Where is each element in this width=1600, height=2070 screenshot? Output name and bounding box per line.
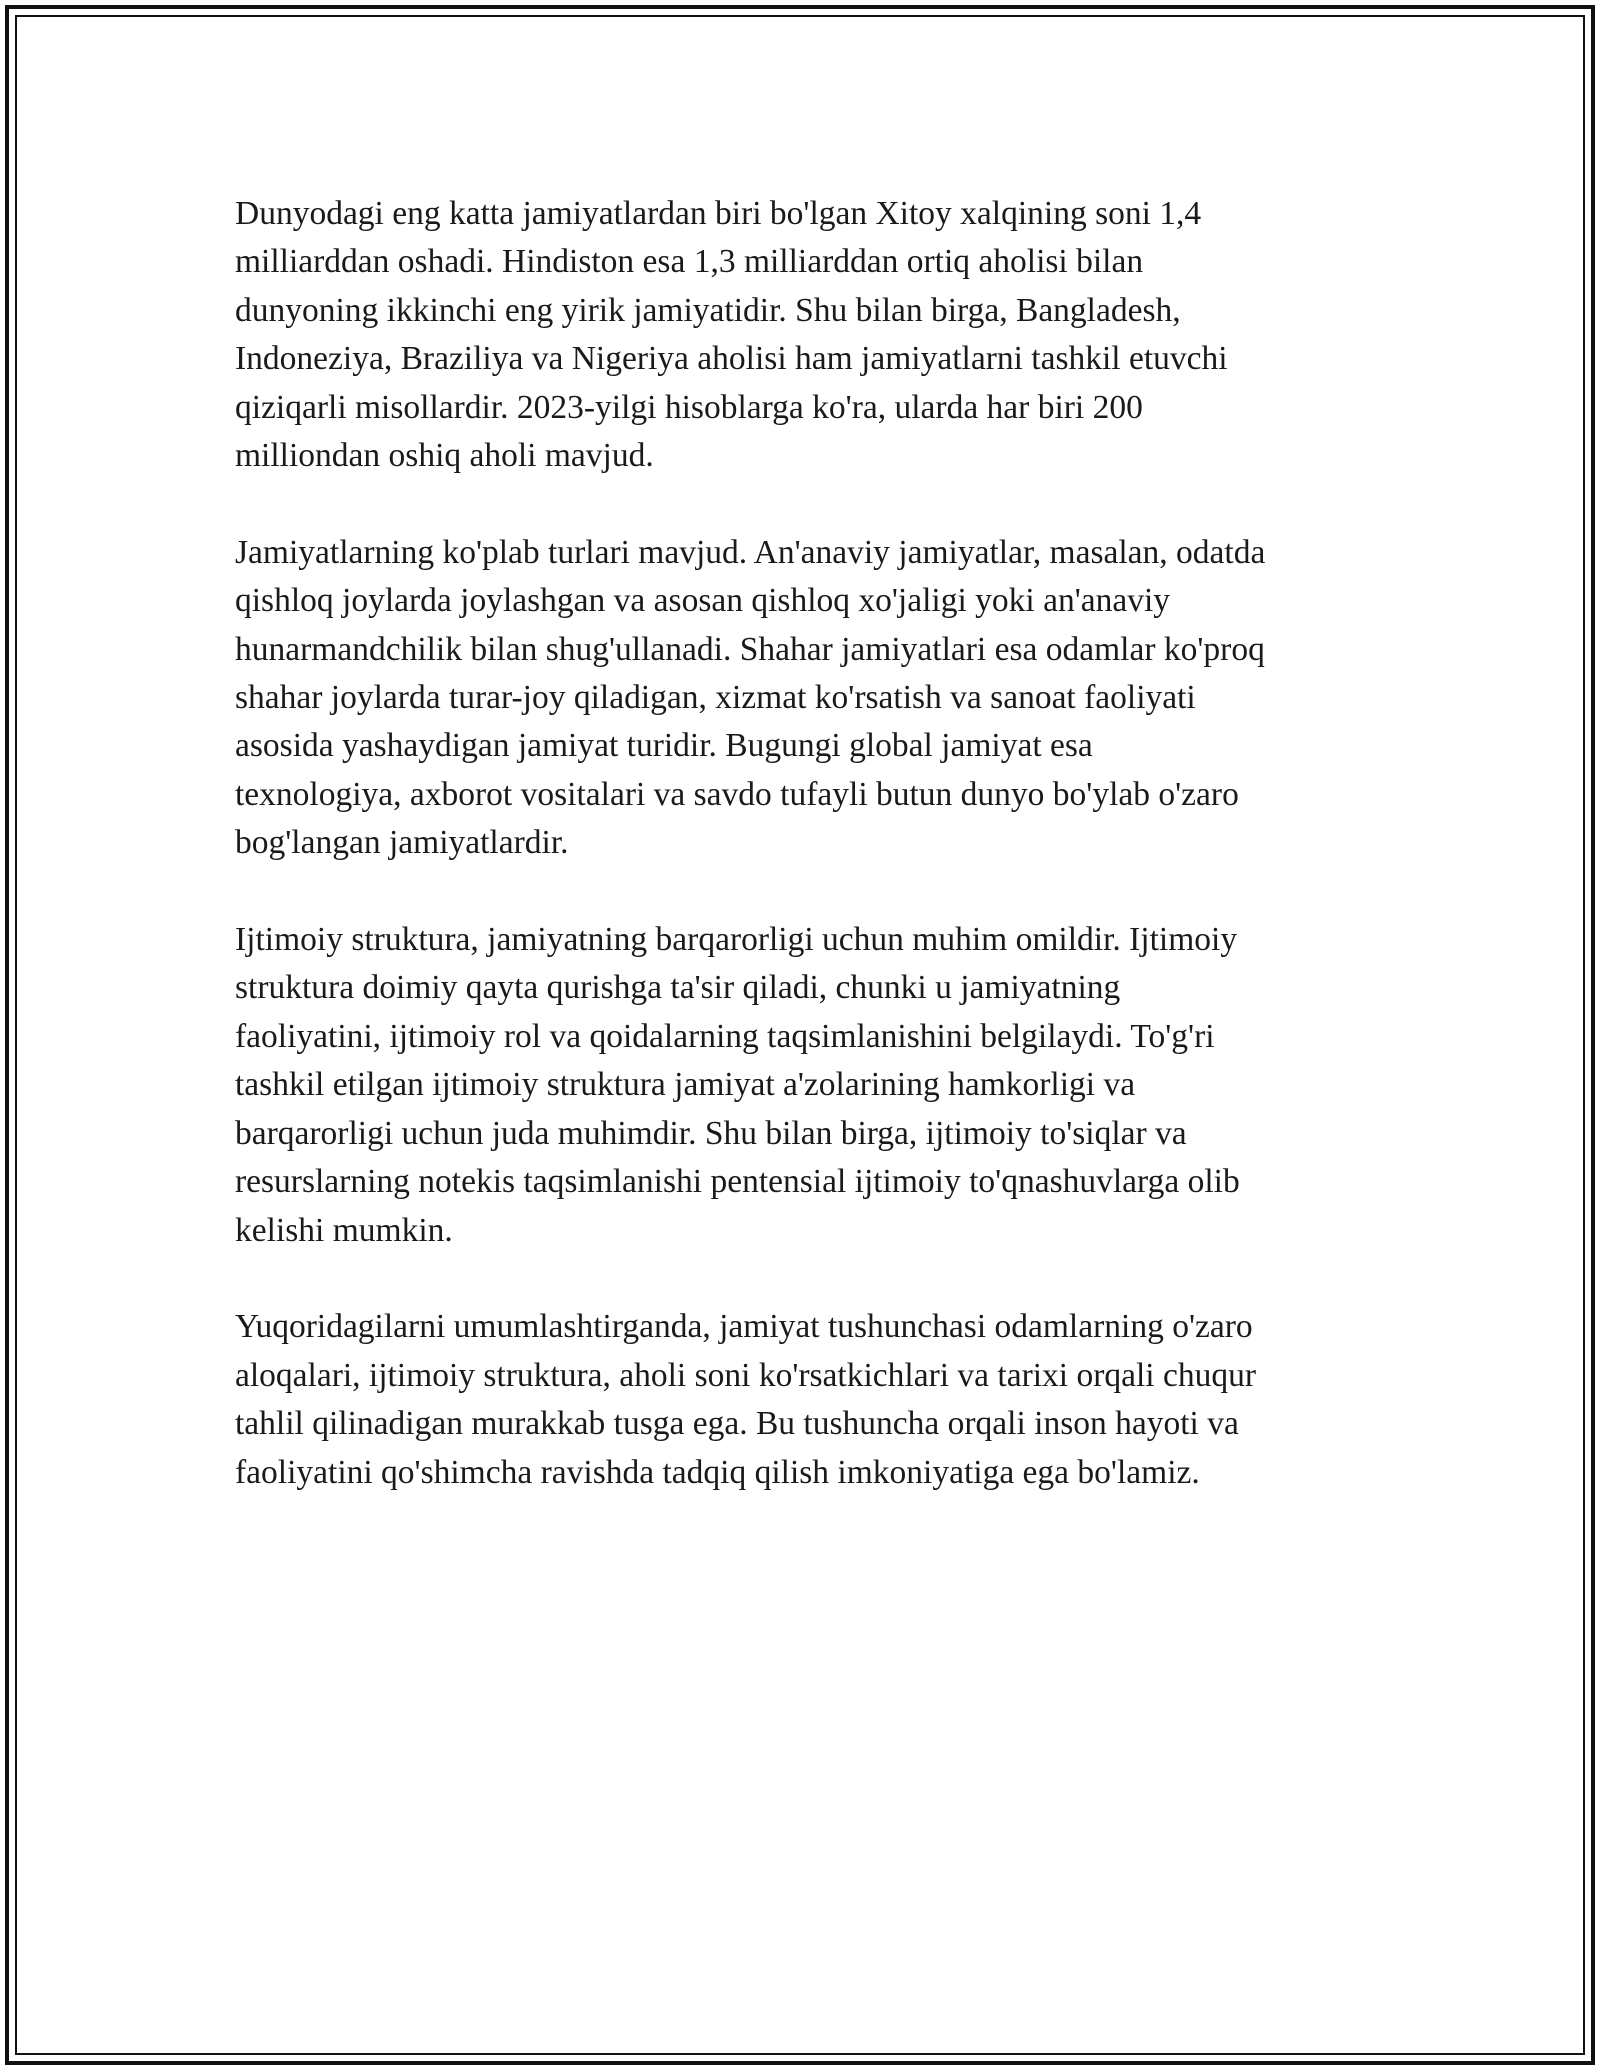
text-line: Indoneziya, Braziliya va Nigeriya aholisi ham jamiyatlarni tashkil etuvchi: [235, 340, 1228, 378]
text-line: texnologiya, axborot vositalari va savdo tufayli butun dunyo bo'ylab o'zaro: [235, 775, 1239, 813]
text-line: faoliyatini qo'shimcha ravishda tadqiq qilish imkoniyatiga ega bo'lamiz.: [235, 1453, 1200, 1491]
text-line: hunarmandchilik bilan shug'ullanadi. Shahar jamiyatlari esa odamlar ko'proq: [235, 630, 1265, 668]
text-line: milliondan oshiq aholi mavjud.: [235, 437, 654, 475]
paragraph-population: [235, 190, 1385, 480]
paragraph-social-structure: [235, 916, 1385, 1255]
text-line: Dunyodagi eng katta jamiyatlardan biri bo'lgan Xitoy xalqining soni 1,4: [235, 195, 1202, 232]
text-line: Ijtimoiy struktura, jamiyatning barqarorligi uchun muhim omildir. Ijtimoiy: [235, 921, 1238, 959]
text-line: bog'langan jamiyatlardir.: [235, 824, 569, 862]
text-line: resurslarning notekis taqsimlanishi pentensial ijtimoiy to'qnashuvlarga olib: [235, 1163, 1240, 1201]
text-line: milliarddan oshadi. Hindiston esa 1,3 milliarddan ortiq aholisi bilan: [235, 243, 1144, 281]
paragraph-society-types: [235, 529, 1385, 868]
text-line: faoliyatini, ijtimoiy rol va qoidalarning taqsimlanishini belgilaydi. To'g'ri: [235, 1017, 1215, 1055]
text-line: struktura doimiy qayta qurishga ta'sir qiladi, chunki u jamiyatning: [235, 969, 1121, 1007]
text-line: kelishi mumkin.: [235, 1211, 453, 1249]
text-line: tashkil etilgan ijtimoiy struktura jamiyat a'zolarining hamkorligi va: [235, 1066, 1136, 1104]
text-line: shahar joylarda turar-joy qiladigan, xizmat ko'rsatish va sanoat faoliyati: [235, 679, 1196, 717]
text-line: tahlil qilinadigan murakkab tusga ega. Bu tushuncha orqali inson hayoti va: [235, 1405, 1239, 1443]
text-line: barqarorligi uchun juda muhimdir. Shu bilan birga, ijtimoiy to'siqlar va: [235, 1114, 1187, 1152]
text-line: Yuqoridagilarni umumlashtirganda, jamiyat tushunchasi odamlarning o'zaro: [235, 1308, 1253, 1346]
text-line: dunyoning ikkinchi eng yirik jamiyatidir. Shu bilan birga, Bangladesh,: [235, 291, 1181, 329]
document-body: [235, 190, 1385, 1545]
text-line: qiziqarli misollardir. 2023-yilgi hisoblarga ko'ra, ularda har biri 200: [235, 388, 1143, 426]
text-line: aloqalari, ijtimoiy struktura, aholi soni ko'rsatkichlari va tarixi orqali chuqur: [235, 1356, 1257, 1394]
text-line: asosida yashaydigan jamiyat turidir. Bugungi global jamiyat esa: [235, 727, 1093, 765]
text-line: qishloq joylarda joylashgan va asosan qishloq xo'jaligi yoki an'anaviy: [235, 582, 1171, 620]
text-line: Jamiyatlarning ko'plab turlari mavjud. An'anaviy jamiyatlar, masalan, odatda: [235, 533, 1266, 571]
paragraph-summary: [235, 1303, 1385, 1497]
